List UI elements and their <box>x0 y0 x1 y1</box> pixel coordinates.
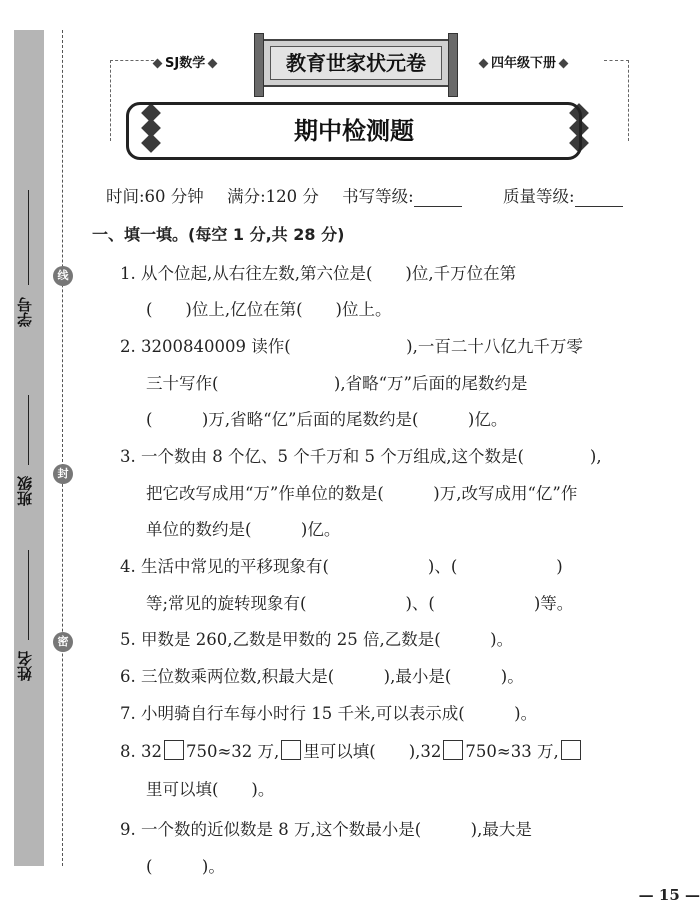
time-info: 时间:60 分钟 <box>106 187 204 206</box>
cut-line <box>62 30 63 866</box>
answer-box[interactable] <box>281 740 301 760</box>
section-heading: 一、填一填。(每空 1 分,共 28 分) <box>92 225 345 244</box>
student-no-field <box>14 190 44 340</box>
banner-cap-right <box>448 33 458 97</box>
page-title: 期中检测题 <box>126 102 582 160</box>
q9-line2: ( )。 <box>146 857 225 876</box>
q4-line1: 4. 生活中常见的平移现象有( )、( ) <box>120 557 563 576</box>
subject-tag: SJ数学 <box>150 52 220 71</box>
banner-cap-left <box>254 33 264 97</box>
page-number: — 15 — <box>638 886 700 904</box>
grade-tag: 四年级下册 <box>476 52 571 71</box>
frame-line-right <box>604 60 629 141</box>
diamond-icon <box>559 59 569 69</box>
class-label: 班级 <box>16 476 34 506</box>
score-info: 满分:120 分 <box>227 187 319 206</box>
answer-box[interactable] <box>164 740 184 760</box>
exam-info <box>106 183 659 207</box>
q4-line2: 等;常见的旋转现象有( )、( )等。 <box>146 594 574 613</box>
q7-line: 7. 小明骑自行车每小时行 15 千米,可以表示成( )。 <box>120 704 538 723</box>
q2-line2: 三十写作( ),省略“万”后面的尾数约是 <box>146 374 528 393</box>
diamond-icon <box>208 59 218 69</box>
q5-line: 5. 甲数是 260,乙数是甲数的 25 倍,乙数是( )。 <box>120 630 514 649</box>
q9-line1: 9. 一个数的近似数是 8 万,这个数最小是( ),最大是 <box>120 820 532 839</box>
q8-line2: 里可以填( )。 <box>146 780 275 799</box>
name-label: 姓名 <box>16 651 34 681</box>
q1-line2: ( )位上,亿位在第( )位上。 <box>146 300 392 319</box>
answer-box[interactable] <box>443 740 463 760</box>
series-title: 教育世家状元卷 <box>270 46 442 80</box>
q2-line3: ( )万,省略“亿”后面的尾数约是( )亿。 <box>146 410 508 429</box>
q3-line2: 把它改写成用“万”作单位的数是( )万,改写成用“亿”作 <box>146 484 578 503</box>
student-no-label: 学号 <box>16 297 34 327</box>
seal-feng: 封 <box>53 464 73 484</box>
q3-line3: 单位的数约是( )亿。 <box>146 520 341 539</box>
seal-mi: 密 <box>53 632 73 652</box>
class-field <box>14 395 44 515</box>
name-field <box>14 550 44 690</box>
writing-grade: 书写等级: <box>342 187 480 206</box>
q8-line1: 8. 32 750≈32 万, 里可以填( ),32 750≈33 万, <box>120 738 583 762</box>
series-banner <box>262 39 450 87</box>
q1-line1: 1. 从个位起,从右往左数,第六位是( )位,千万位在第 <box>120 264 517 283</box>
diamond-icon <box>479 59 489 69</box>
answer-box[interactable] <box>561 740 581 760</box>
q2-line1: 2. 3200840009 读作( ),一百二十八亿九千万零 <box>120 337 583 356</box>
diamond-icon <box>153 59 163 69</box>
q3-line1: 3. 一个数由 8 个亿、5 个千万和 5 个万组成,这个数是( ), <box>120 447 602 466</box>
seal-xian: 线 <box>53 266 73 286</box>
q6-line: 6. 三位数乘两位数,积最大是( ),最小是( )。 <box>120 667 524 686</box>
quality-grade: 质量等级: <box>503 187 641 206</box>
